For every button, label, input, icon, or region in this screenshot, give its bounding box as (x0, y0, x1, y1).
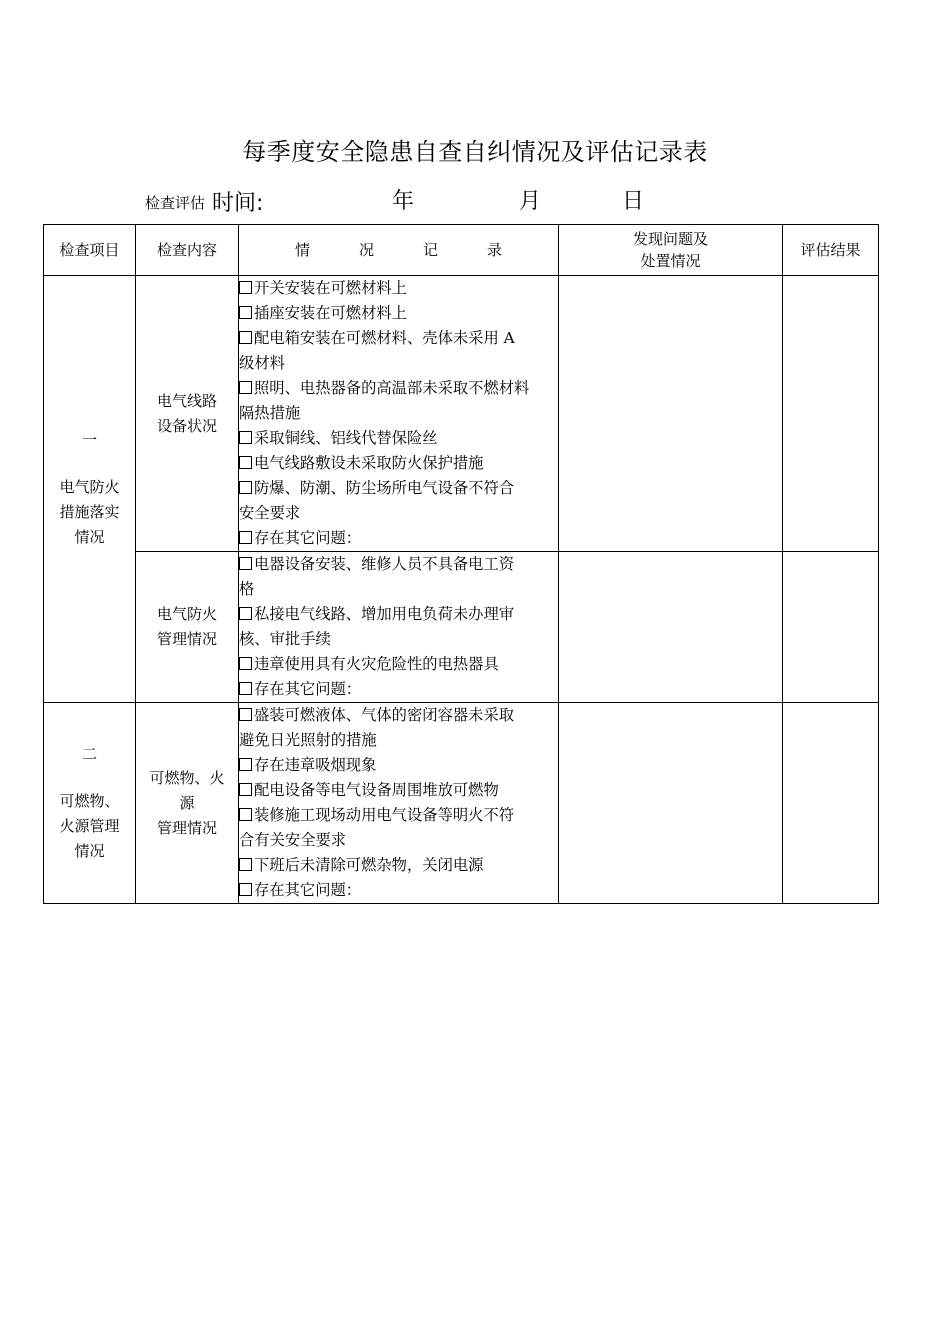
table-body (44, 276, 879, 904)
section-number: 一 (81, 431, 97, 449)
checklist-item-line (239, 602, 558, 627)
checklist-item-line (239, 878, 558, 903)
header-found-issues (559, 225, 783, 276)
section-name-line: 情况 (74, 842, 105, 860)
day-label: 日 (622, 189, 645, 214)
section-number: 二 (81, 745, 97, 763)
checklist-item-text: 核、审批手续 (239, 630, 331, 648)
header-result: 评估结果 (783, 225, 879, 276)
checkbox-icon[interactable] (239, 883, 252, 896)
checklist-item-text: 开关安装在可燃材料上 (254, 279, 407, 297)
checklist-item-line (239, 577, 558, 602)
table-row (44, 552, 879, 703)
checklist-item-text: 装修施工现场动用电气设备等明火不符 (254, 806, 515, 824)
checklist-item-text: 安全要求 (239, 504, 301, 522)
date-line (0, 184, 950, 216)
checkbox-icon[interactable] (239, 281, 252, 294)
checkbox-icon[interactable] (239, 808, 252, 821)
checklist-item-text: 存在违章吸烟现象 (254, 756, 377, 774)
checklist-item-line (239, 753, 558, 778)
checklist-item-line (239, 677, 558, 702)
checklist-item-text: 防爆、防潮、防尘场所电气设备不符合 (254, 479, 515, 497)
checklist-item-text: 配电箱安装在可燃材料、壳体未采用 A (254, 329, 515, 347)
checkbox-icon[interactable] (239, 456, 252, 469)
found-issues-cell[interactable] (559, 703, 783, 904)
checklist-item-text: 存在其它问题： (254, 529, 362, 547)
checklist-item-line (239, 376, 558, 401)
checklist-item-text: 配电设备等电气设备周围堆放可燃物 (254, 781, 499, 799)
checklist-item-text: 电气线路敷设未采取防火保护措施 (254, 454, 484, 472)
checklist-item-line (239, 828, 558, 853)
result-cell[interactable] (783, 703, 879, 904)
checklist-item-line (239, 351, 558, 376)
checklist-item-text: 格 (239, 580, 255, 598)
month-label: 月 (519, 189, 542, 214)
checklist-item-text: 电器设备安装、维修人员不具备电工资 (254, 555, 515, 573)
checklist-item-line (239, 703, 558, 728)
checklist-item-line (239, 728, 558, 753)
record-cell (239, 703, 559, 904)
checklist-item-line (239, 552, 558, 577)
checkbox-icon[interactable] (239, 708, 252, 721)
header-record (239, 225, 559, 276)
checklist-item-line (239, 401, 558, 426)
checklist-item-line (239, 451, 558, 476)
header-record-char: 情 (294, 241, 310, 259)
checkbox-icon[interactable] (239, 381, 252, 394)
checklist (239, 276, 558, 551)
checklist-item-text: 盛装可燃液体、气体的密闭容器未采取 (254, 706, 515, 724)
checkbox-icon[interactable] (239, 431, 252, 444)
checklist-item-text: 私接电气线路、增加用电负荷未办理审 (254, 605, 515, 623)
checklist-item-text: 存在其它问题： (254, 680, 362, 698)
header-item: 检查项目 (44, 225, 136, 276)
checkbox-icon[interactable] (239, 557, 252, 570)
table-row (44, 276, 879, 552)
checklist-item-text: 违章使用具有火灾危险性的电热器具 (254, 655, 499, 673)
checkbox-icon[interactable] (239, 306, 252, 319)
checklist-item-text: 插座安装在可燃材料上 (254, 304, 407, 322)
found-issues-cell[interactable] (559, 552, 783, 703)
content-line: 设备状况 (156, 416, 217, 435)
inspection-table (43, 224, 879, 904)
checklist-item-line (239, 853, 558, 878)
checklist (239, 703, 558, 903)
record-cell (239, 552, 559, 703)
content-line: 可燃物、火 (149, 768, 225, 787)
result-cell[interactable] (783, 276, 879, 552)
checklist-item-line (239, 778, 558, 803)
record-cell (239, 276, 559, 552)
checkbox-icon[interactable] (239, 607, 252, 620)
checkbox-icon[interactable] (239, 481, 252, 494)
header-found-line: 处置情况 (640, 252, 701, 270)
section-name-line: 可燃物、 (59, 792, 120, 810)
checklist-item-text: 隔热措施 (239, 404, 301, 422)
content-line: 电气防火 (156, 605, 217, 623)
checklist-item-line (239, 426, 558, 451)
table-row (44, 703, 879, 904)
content-cell (136, 276, 239, 552)
checkbox-icon[interactable] (239, 682, 252, 695)
checklist-item-line (239, 526, 558, 551)
content-cell (136, 703, 239, 904)
content-cell (136, 552, 239, 703)
year-label: 年 (392, 189, 415, 214)
section-cell (44, 703, 136, 904)
section-name-line: 火源管理 (59, 817, 120, 835)
checklist-item-line (239, 652, 558, 677)
checklist-item-text: 照明、电热器备的高温部未采取不燃材料 (254, 379, 530, 397)
content-line: 管理情况 (156, 818, 217, 837)
checkbox-icon[interactable] (239, 331, 252, 344)
checkbox-icon[interactable] (239, 783, 252, 796)
checklist-item-line (239, 301, 558, 326)
header-record-char: 录 (486, 241, 502, 259)
date-label: 时间: (212, 191, 264, 216)
found-issues-cell[interactable] (559, 276, 783, 552)
result-cell[interactable] (783, 552, 879, 703)
checklist-item-text: 存在其它问题： (254, 881, 362, 899)
date-label-prefix: 检查评估 (145, 194, 206, 212)
checkbox-icon[interactable] (239, 758, 252, 771)
checklist-item-line (239, 476, 558, 501)
checklist-item-line (239, 276, 558, 301)
checkbox-icon[interactable] (239, 858, 252, 871)
checklist-item-line (239, 627, 558, 652)
header-content: 检查内容 (136, 225, 239, 276)
content-line: 电气线路 (156, 391, 217, 410)
checklist-item-text: 级材料 (239, 354, 285, 372)
section-name-line: 措施落实 (59, 503, 120, 521)
checklist-item-line (239, 803, 558, 828)
checklist-item-text: 避免日光照射的措施 (239, 731, 377, 749)
checklist-item-line (239, 326, 558, 351)
section-cell (44, 276, 136, 703)
page-title: 每季度安全隐患自查自纠情况及评估记录表 (242, 138, 708, 166)
section-name-line: 电气防火 (59, 478, 120, 496)
header-record-char: 况 (358, 241, 374, 259)
checklist (239, 552, 558, 702)
content-line: 源 (179, 793, 195, 812)
checkbox-icon[interactable] (239, 657, 252, 670)
header-record-char: 记 (422, 241, 438, 259)
checkbox-icon[interactable] (239, 531, 252, 544)
table-header-row (44, 225, 879, 276)
checklist-item-text: 合有关安全要求 (239, 831, 347, 849)
checklist-item-text: 采取铜线、铝线代替保险丝 (254, 429, 438, 447)
header-found-line: 发现问题及 (632, 230, 708, 248)
checklist-item-line (239, 501, 558, 526)
section-name-line: 情况 (74, 528, 105, 546)
content-line: 管理情况 (156, 630, 217, 648)
checklist-item-text: 下班后未清除可燃杂物，关闭电源 (254, 856, 484, 874)
